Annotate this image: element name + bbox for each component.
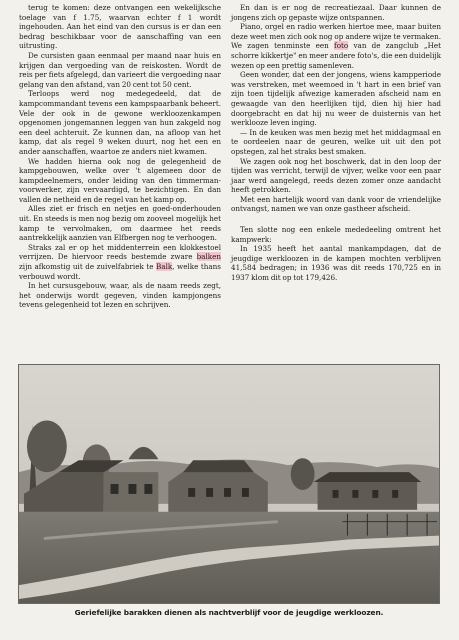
right-text-column bbox=[231, 3, 441, 283]
highlighted-word: Balk bbox=[156, 262, 173, 272]
text-run: Geen wonder, dat een der jongens, wiens kampperiode was verstreken, met weemoed in 't hart in een brief van zijn toen tijdelijk afwezige kameraden afscheid nam en gewaagde van den heerlijken tijd, dien hij hier had doorgebracht en dat hij nu weer de duisternis van het werklooze leven inging. bbox=[231, 70, 441, 128]
article-paragraph bbox=[231, 3, 441, 22]
text-run: De cursisten gaan eenmaal per maand naar huis en krijgen dan vergoeding van de reiskosten. Wordt de reis per fiets afgelegd, dan varieert die vergoeding naar gelang van den afstand, van 20 cent tot 50 cent. bbox=[19, 50, 221, 89]
article-paragraph bbox=[231, 70, 441, 128]
text-run: , welke thans verbouwd wordt. bbox=[19, 262, 221, 281]
text-run: Ten slotte nog een enkele mededeeling omtrent het kampwerk: bbox=[231, 225, 441, 244]
article-paragraph bbox=[231, 128, 441, 157]
left-text-column bbox=[19, 3, 221, 310]
text-run: van de zangclub „Het schorre kikkertje" en meer andere foto's, die een duidelijk wezen op een prettig samenleven. bbox=[231, 41, 441, 70]
article-paragraph bbox=[19, 243, 221, 281]
text-run: terug te komen: deze ontvangen een wekelijksche toelage van f 1.75, waarvan echter f 1 wordt ingehouden. Aan het eind van den cursus is er dan een bedrag beschikbaar voor de aanschaffing van een uitrusting. bbox=[19, 3, 221, 51]
text-run: Straks zal er op het middenterrein een klokkestoel verrijzen. De hiervoor reeds bestemde zware bbox=[19, 242, 221, 262]
text-run: — In de keuken was men bezig met het middagmaal en te oordeelen naar de geuren, welke uit uit den pot opstegen, zal het straks best smaken. bbox=[231, 127, 441, 156]
article-paragraph bbox=[231, 244, 441, 282]
article-paragraph bbox=[231, 22, 441, 70]
text-run: En dan is er nog de recreatiezaal. Daar kunnen de jongens zich op gepaste wijze ontspannen. bbox=[231, 3, 441, 22]
text-run: We zagen ook nog het boschwerk, dat in den loop der tijden was verricht, terwijl de vijver, welke voor een paar jaar werd aangelegd, reeds dezen zomer onze aandacht heeft getrokken. bbox=[231, 156, 441, 195]
article-paragraph bbox=[19, 51, 221, 89]
article-paragraph bbox=[231, 157, 441, 195]
photo-caption: Geriefelijke barakken dienen als nachtverblijf voor de jeugdige werkloozen. bbox=[74, 608, 384, 617]
article-paragraph bbox=[19, 3, 221, 51]
barracks-photo bbox=[18, 364, 440, 604]
text-run: Met een hartelijk woord van dank voor de vriendelijke ontvangst, namen we van onze gastheer afscheid. bbox=[231, 194, 441, 214]
text-run: In 1935 heeft het aantal mankampdagen, dat de jeugdige werkloozen in de kampen mochten verblijven 41,584 bedragen; in 1936 was dit reeds 170,725 en in 1937 klom dit op tot 179,426. bbox=[231, 244, 441, 283]
article-paragraph bbox=[19, 281, 221, 310]
article-paragraph bbox=[231, 195, 441, 214]
article-paragraph bbox=[19, 204, 221, 242]
article-paragraph bbox=[19, 157, 221, 205]
text-run: In het cursusgebouw, waar, als de naam reeds zegt, het onderwijs wordt gegeven, vinden kampjongens tevens gelegenheid tot lezen en schrijven. bbox=[19, 281, 221, 310]
highlighted-word: foto bbox=[334, 41, 349, 51]
article-paragraph bbox=[19, 89, 221, 156]
text-run: zijn afkomstig uit de zuivelfabriek te bbox=[19, 262, 156, 272]
text-run: Piano, orgel en radio werken hiertoe mee, maar buiten deze weet men zich ook nog op andere wijze te vermaken. We zagen tenminste een bbox=[231, 22, 441, 51]
highlighted-word: balken bbox=[196, 252, 221, 262]
text-run: Alles ziet er frisch en netjes en goed-onderhouden uit. En steeds is men nog bezig om zooveel mogelijk het kamp te vervolmaken, om daarmee het reeds aantrekkelijk aanzien van Elfbergen nog te verhoogen. bbox=[19, 204, 221, 243]
text-run: Terloops werd nog medegedeeld, dat de kampcommandant tevens een kampspaarbank beheert. Vele der ook in de gewone werkloozenkampen opgenomen jongemannen leggen van hun zakgeld nog een deel achteruit. Ze kunnen dan, na afloop van het kamp, dat als regel 9 weken duurt, nog het een en ander aanschaffen, waartoe ze anders niet kwamen. bbox=[19, 89, 221, 156]
text-run: We hadden hierna ook nog de gelegenheid de kampgebouwen, welke over 't algemeen door de kampdeelnemers, onder leiding van den timmerman-voorwerker, zijn vervaardigd, te bezichtigen. En dan vallen de netheid en de regel van het kamp op. bbox=[19, 156, 221, 204]
article-paragraph bbox=[231, 225, 441, 244]
